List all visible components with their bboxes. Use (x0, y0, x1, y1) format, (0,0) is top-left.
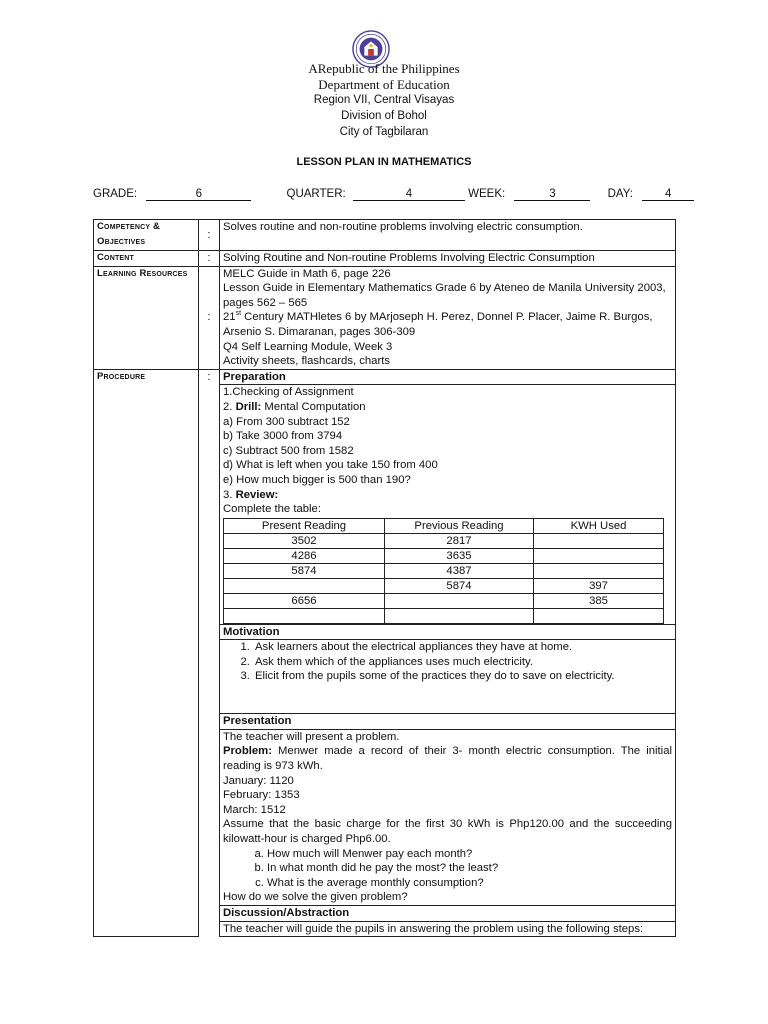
page-title: LESSON PLAN IN MATHEMATICS (296, 156, 472, 168)
readings-cell: 3502 (224, 533, 385, 548)
month-reading: March: 1512 (223, 803, 286, 816)
drill-item: d) What is left when you take 150 from 400 (223, 459, 438, 472)
readings-header-cell: KWH Used (534, 518, 664, 533)
problem-statement (223, 744, 672, 773)
presentation-intro: The teacher will present a problem. (223, 730, 400, 743)
readings-cell: 6656 (224, 593, 385, 608)
competency-label: Competency & Objectives (94, 220, 199, 251)
problem-text: Menwer made a record of their 3- month electric consumption. The initial reading is 973 kWh. (223, 745, 672, 773)
readings-header-cell: Present Reading (224, 518, 385, 533)
discussion-heading: Discussion/Abstraction (220, 906, 676, 922)
day-label: DAY: (607, 188, 633, 200)
assignment-check: 1.Checking of Assignment (223, 386, 354, 399)
readings-cell: 3635 (385, 548, 534, 563)
procedure-preparation-heading-row (94, 369, 676, 385)
week-label: WEEK: (468, 188, 506, 200)
resource-item (223, 310, 672, 339)
readings-row (224, 533, 664, 548)
readings-cell (534, 608, 664, 623)
readings-cell: 4286 (224, 548, 385, 563)
readings-cell (385, 608, 534, 623)
competency-row (94, 220, 676, 251)
readings-row (224, 548, 664, 563)
header-line-region: Region VII, Central Visayas (313, 94, 455, 106)
presentation-heading: Presentation (220, 714, 676, 730)
readings-cell (224, 578, 385, 593)
resource-item: Activity sheets, flashcards, charts (223, 355, 391, 368)
review-label: Review: (235, 488, 279, 501)
readings-cell (224, 608, 385, 623)
month-reading: February: 1353 (223, 789, 300, 802)
readings-cell (534, 548, 664, 563)
readings-cell: 2817 (385, 533, 534, 548)
assumption-text: Assume that the basic charge for the first 30 kWh is Php120.00 and the succeeding kilowatt-hour is charged Php6.00. (223, 818, 672, 846)
readings-cell (534, 563, 664, 578)
drill-number: 2. (223, 400, 236, 413)
question-list (223, 847, 672, 891)
resource-text: Century MATHletes 6 by MArjoseph H. Perez, Donnel P. Placer, Jaime R. Burgos, Arsenio S. Dimaranan, pages 306-309 (223, 311, 653, 338)
drill-item: c) Subtract 500 from 1582 (223, 444, 354, 457)
resource-item: Lesson Guide in Elementary Mathematics Grade 6 by Ateneo de Manila University 2003, pages 562 – 565 (223, 282, 666, 309)
readings-cell: 385 (534, 593, 664, 608)
drill-text: Mental Computation (261, 400, 366, 413)
preparation-heading: Preparation (220, 369, 676, 385)
resources-list (220, 266, 676, 369)
grade-line (93, 188, 683, 201)
readings-header-cell: Previous Reading (385, 518, 534, 533)
readings-row (224, 608, 664, 623)
readings-row (224, 578, 664, 593)
readings-row (224, 563, 664, 578)
closing-question: How do we solve the given problem? (223, 891, 408, 904)
drill-item: a) From 300 subtract 152 (223, 415, 350, 428)
drill-line (223, 400, 672, 415)
day-value: 4 (642, 188, 694, 201)
resource-superscript: st (235, 310, 242, 318)
question-item: a. How much will Menwer pay each month? (267, 847, 672, 862)
drill-item: e) How much bigger is 500 than 190? (223, 473, 411, 486)
quarter-value: 4 (353, 188, 465, 201)
motivation-item: 2. Ask them which of the appliances uses much electricity. (253, 655, 672, 670)
readings-row (224, 593, 664, 608)
drill-label: Drill: (235, 400, 262, 413)
motivation-item: 3. Elicit from the pupils some of the practices they do to save on electricity. (253, 669, 672, 684)
colon: : (199, 369, 220, 936)
motivation-body (220, 640, 676, 714)
grade-label: GRADE: (93, 188, 138, 200)
resources-row (94, 266, 676, 369)
resource-number: 21 (223, 311, 236, 324)
content-text: Solving Routine and Non-routine Problems Involving Electric Consumption (220, 251, 676, 267)
content-row (94, 251, 676, 267)
presentation-body (220, 729, 676, 905)
colon: : (199, 251, 220, 267)
readings-cell: 5874 (385, 578, 534, 593)
motivation-list (223, 640, 672, 684)
procedure-label: Procedure (94, 369, 199, 936)
readings-cell: 4387 (385, 563, 534, 578)
resources-label: Learning Resources (94, 266, 199, 369)
quarter-label: QUARTER: (286, 188, 346, 200)
lesson-plan-table (93, 219, 676, 937)
week-value: 3 (514, 188, 590, 201)
header-line-republic: ARepublic of the Philippines (308, 61, 460, 76)
readings-cell: 397 (534, 578, 664, 593)
header-line-division: Division of Bohol (341, 110, 427, 122)
colon: : (199, 266, 220, 369)
review-number: 3. (223, 488, 236, 501)
header-line-department: Department of Education (318, 77, 450, 92)
discussion-text: The teacher will guide the pupils in answering the problem using the following steps: (220, 921, 676, 937)
motivation-heading: Motivation (220, 624, 676, 640)
readings-cell (385, 593, 534, 608)
resource-item: MELC Guide in Math 6, page 226 (223, 267, 391, 280)
drill-item: b) Take 3000 from 3794 (223, 430, 343, 443)
review-line (223, 488, 672, 503)
problem-label: Problem: (223, 745, 272, 758)
readings-cell: 5874 (224, 563, 385, 578)
grade-value: 6 (146, 188, 251, 201)
readings-header-row (224, 518, 664, 533)
competency-text: Solves routine and non-routine problems involving electric consumption. (220, 220, 676, 251)
question-item: b. In what month did he pay the most? the least? (267, 861, 672, 876)
readings-cell (534, 533, 664, 548)
question-item: c. What is the average monthly consumption? (267, 876, 672, 891)
preparation-body (220, 385, 676, 624)
content-label: Content (94, 251, 199, 267)
colon: : (199, 220, 220, 251)
readings-table (223, 518, 664, 624)
motivation-item: 1. Ask learners about the electrical appliances they have at home. (253, 640, 672, 655)
header-line-city: City of Tagbilaran (339, 126, 429, 138)
complete-table-instruction: Complete the table: (223, 503, 321, 516)
resource-item: Q4 Self Learning Module, Week 3 (223, 340, 393, 353)
month-reading: January: 1120 (223, 774, 294, 787)
